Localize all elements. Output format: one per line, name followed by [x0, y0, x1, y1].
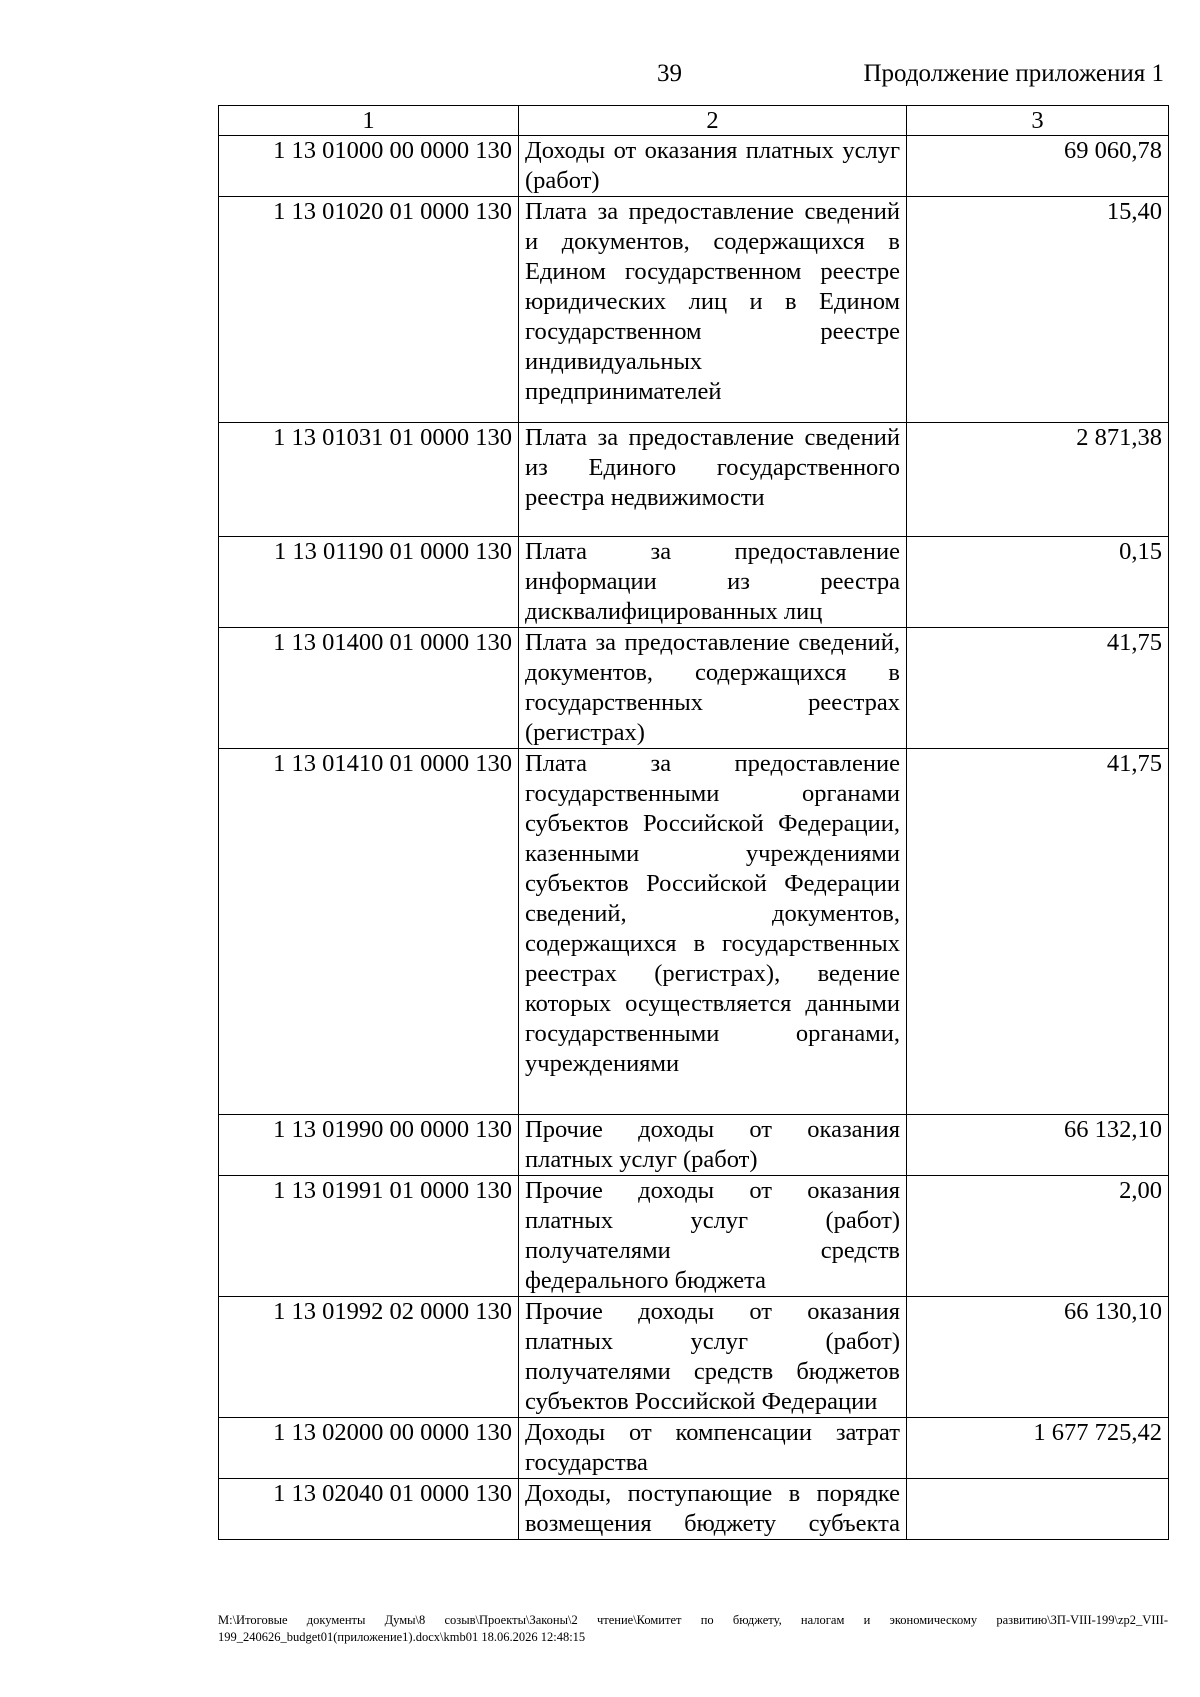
column-header-2: 2: [519, 106, 907, 136]
row-amount: 41,75: [907, 628, 1169, 749]
row-code: 1 13 01410 01 0000 130: [219, 749, 519, 1115]
table-row: [219, 1479, 1169, 1540]
row-amount: 0,15: [907, 537, 1169, 628]
row-code: 1 13 01991 01 0000 130: [219, 1176, 519, 1297]
row-name: Плата за предоставление государственными органами субъектов Российской Федерации, казенными учреждениями субъектов Российской Федерации сведений, документов, содержащихся в государственных реестрах (регистрах), ведение которых осуществляется данными государственными органами, учреждениями: [519, 749, 907, 1115]
row-amount: 66 130,10: [907, 1297, 1169, 1418]
table-row: [219, 537, 1169, 628]
row-code: 1 13 01031 01 0000 130: [219, 423, 519, 537]
continuation-label: Продолжение приложения 1: [863, 60, 1164, 87]
row-amount: 2,00: [907, 1176, 1169, 1297]
table-row: [219, 1176, 1169, 1297]
column-header-3: 3: [907, 106, 1169, 136]
row-amount: 69 060,78: [907, 136, 1169, 197]
row-code: 1 13 01000 00 0000 130: [219, 136, 519, 197]
row-code: 1 13 01190 01 0000 130: [219, 537, 519, 628]
table-row: [219, 1418, 1169, 1479]
row-code: 1 13 01400 01 0000 130: [219, 628, 519, 749]
row-amount: 41,75: [907, 749, 1169, 1115]
row-name: Прочие доходы от оказания платных услуг (работ): [519, 1115, 907, 1176]
document-path-footer: M:\Итоговые документы Думы\8 созыв\Проекты\Законы\2 чтение\Комитет по бюджету, налогам и экономическому развитию\ЗП-VIII-199\zp2_VIII-199_240626_budget01(приложение1).docx\kmb01 18.06.2026 12:48:15: [218, 1613, 1168, 1644]
row-amount: [907, 1479, 1169, 1540]
column-header-1: 1: [219, 106, 519, 136]
header-row: [219, 106, 1169, 136]
row-name: Плата за предоставление информации из реестра дисквалифицированных лиц: [519, 537, 907, 628]
budget-table: [218, 105, 1169, 1540]
page-number: 39: [657, 60, 682, 87]
row-name: Плата за предоставление сведений из Единого государственного реестра недвижимости: [519, 423, 907, 537]
table-row: [219, 628, 1169, 749]
row-code: 1 13 01992 02 0000 130: [219, 1297, 519, 1418]
table-row: [219, 136, 1169, 197]
table-row: [219, 197, 1169, 423]
row-amount: 1 677 725,42: [907, 1418, 1169, 1479]
row-code: 1 13 01990 00 0000 130: [219, 1115, 519, 1176]
row-name: Доходы от оказания платных услуг (работ): [519, 136, 907, 197]
row-name: Доходы, поступающие в порядке возмещения бюджету субъекта: [519, 1479, 907, 1540]
row-name: Прочие доходы от оказания платных услуг (работ) получателями средств федерального бюджета: [519, 1176, 907, 1297]
row-code: 1 13 02040 01 0000 130: [219, 1479, 519, 1540]
row-name: Прочие доходы от оказания платных услуг (работ) получателями средств бюджетов субъектов Российской Федерации: [519, 1297, 907, 1418]
row-name: Доходы от компенсации затрат государства: [519, 1418, 907, 1479]
table-row: [219, 749, 1169, 1115]
row-amount: 2 871,38: [907, 423, 1169, 537]
row-amount: 15,40: [907, 197, 1169, 423]
row-amount: 66 132,10: [907, 1115, 1169, 1176]
row-code: 1 13 02000 00 0000 130: [219, 1418, 519, 1479]
table-row: [219, 1297, 1169, 1418]
table-row: [219, 1115, 1169, 1176]
table-row: [219, 423, 1169, 537]
row-code: 1 13 01020 01 0000 130: [219, 197, 519, 423]
table-body: [219, 136, 1169, 1540]
row-name: Плата за предоставление сведений и документов, содержащихся в Едином государственном реестре юридических лиц и в Едином государственном реестре индивидуальных предпринимателей: [519, 197, 907, 423]
row-name: Плата за предоставление сведений, документов, содержащихся в государственных реестрах (регистрах): [519, 628, 907, 749]
